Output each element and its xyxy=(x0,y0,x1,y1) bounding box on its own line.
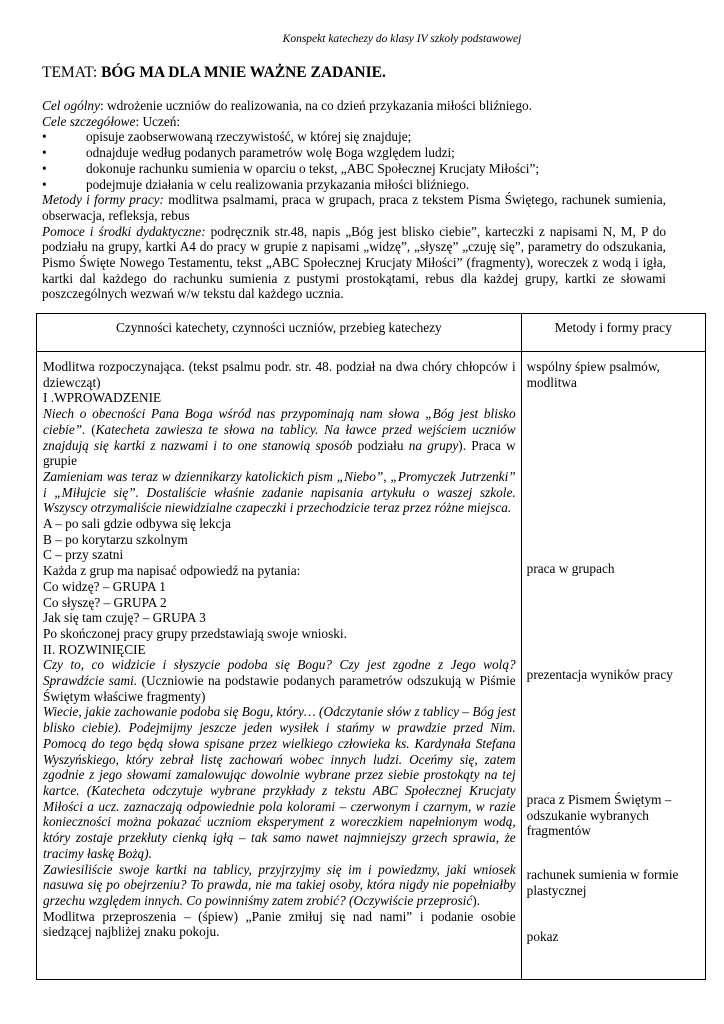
intro-text-italic: na grupy xyxy=(408,437,459,453)
place-a: A – po sali gdzie odbywa się lekcja xyxy=(43,516,231,532)
detailed-goals xyxy=(42,114,666,130)
goal-item: • podejmuje działania w celu realizowania przykazania miłości bliźniego. xyxy=(42,177,666,193)
scripture-paragraph xyxy=(43,657,516,704)
methods xyxy=(42,192,666,223)
general-goal-label: Cel ogólny xyxy=(42,98,100,113)
conclusion-close: ). xyxy=(472,892,481,908)
intro-text-italic: Niech o obecności Pana Boga wśród nas przypominają nam słowa „Bóg jest blisko ciebie”. xyxy=(43,406,516,437)
conclusion-text: Zawiesiliście swoje kartki na tablicy, przyjrzyjmy się im i powiedzmy, jaki wniosek nasuwa się po obejrzeniu? To prawda, nie ma takiej osoby, która nigdy nie popełniałby grzechu względem innych. Co powinniśmy zatem zrobić? (Oczywiście przeprosić xyxy=(43,861,516,908)
section-development: II. ROZWINIĘCIE xyxy=(43,641,146,657)
table-row xyxy=(37,352,706,980)
question-1: Co widzę? – GRUPA 1 xyxy=(43,578,166,594)
method-item: prezentacja wyników pracy xyxy=(526,667,673,682)
examination-paragraph xyxy=(43,704,516,861)
scripture-question: Czy to, co widzicie i słyszycie podoba się Bogu? Czy jest zgodne z Jego wolą? Sprawdźcie sami. xyxy=(43,657,516,689)
conclusion-paragraph xyxy=(43,862,516,909)
teaching-aids-label: Pomoce i środki dydaktyczne: xyxy=(42,223,206,239)
method-item: rachunek sumienia w formie plastycznej xyxy=(526,867,679,898)
intro-text: ( xyxy=(85,421,96,437)
method-item: pokaz xyxy=(526,929,559,944)
methods-cell xyxy=(521,352,705,980)
method-item: wspólny śpiew psalmów, modlitwa xyxy=(526,359,660,390)
opening-prayer: Modlitwa rozpoczynająca. (tekst psalmu podr. str. 48. podział na dwa chóry chłopców i dziewcząt) xyxy=(43,359,516,390)
journalist-paragraph xyxy=(43,469,516,516)
column-header-activities: Czynności katechety, czynności uczniów, przebieg katechezy xyxy=(37,314,522,352)
methods-text: modlitwa psalmami, praca w grupach, praca z tekstem Pisma Świętego, rachunek sumienia, obserwacja, refleksja, rebus xyxy=(42,192,666,223)
examination-text: Wiecie, jakie zachowanie podoba się Bogu, który… (Odczytanie słów z tablicy – Bóg jest blisko ciebie). Podejmijmy jeszcze jeden wysiłek i stańmy w prawdzie przed Nim. Pomocą do tego będą słowa spisane przez wielkiego człowieka ks. Kardynała Stefana Wyszyńskiego, który zebrał listę zachowań wobec innych ludzi. Oceńmy się, zatem zgodnie z jego słowami zamalowując dowolnie wybrane przez siebie prostokąty na tej kartce. (Katecheta odczytuje wybrane przykłady z tekstu ABC Społecznej Krucjaty Miłości a ucz. zaznaczają odpowiednie pola kolorami – czerwonym i czarnym, w razie konieczności można pokazać uczniom eksperyment z woreczkiem napełnionym wodą, który zostaje przekłuty cienką igłą – tak samo nawet najmniejszy grzech sprawia, że tracimy łaskę Bożą). xyxy=(43,704,516,861)
method-item: praca z Pismem Świętym – odszukanie wybranych fragmentów xyxy=(526,792,672,839)
intro-text: ). Praca w grupie xyxy=(43,437,516,469)
table-header-row xyxy=(37,314,706,352)
teaching-aids-text: podręcznik str.48, napis „Bóg jest blisko ciebie”, karteczki z napisami N, M, P do podziału na grupy, kartki A4 do pracy w grupie z napisami „widzę”, „słyszę” „czuję się”, parametry do odszukania, Pismo Święte Nowego Testamentu, tekst „ABC Społecznej Krucjaty Miłości” (fragmenty), woreczek z wodą i igła, kartki dal każdego do rachunku sumienia z pustymi prostokątami, rebus dla każdej grupy, kartki ze słowami poszczególnych wezwań w/w tekstu dal każdego ucznia. xyxy=(42,223,667,302)
detailed-goals-text: : Uczeń: xyxy=(135,113,181,129)
apology-prayer: Modlitwa przeproszenia – (śpiew) „Panie zmiłuj się nad nami” i podanie osobie siedzącej najbliżej znaku pokoju. xyxy=(43,908,516,940)
teaching-aids xyxy=(42,224,666,303)
group-task: Każda z grup ma napisać odpowiedź na pytania: xyxy=(43,563,301,579)
lesson-table xyxy=(36,313,706,980)
place-c: C – przy szatni xyxy=(43,547,124,563)
topic-label: TEMAT: xyxy=(42,64,102,81)
goal-item: • dokonuje rachunku sumienia w oparciu o tekst, „ABC Społecznej Krucjaty Miłości”; xyxy=(42,161,666,177)
column-header-methods: Metody i formy pracy xyxy=(521,314,705,352)
topic-title: BÓG MA DLA MNIE WAŻNE ZADANIE. xyxy=(101,64,386,81)
scripture-text: (Uczniowie na podstawie podanych parametrów odszukują w Piśmie Świętym właściwe fragmenty) xyxy=(43,673,516,704)
detailed-goals-list xyxy=(42,129,666,192)
intro-text: podziału xyxy=(352,437,409,453)
method-item: praca w grupach xyxy=(526,561,615,576)
page-header: Konspekt katechezy do klasy IV szkoły podstawowej xyxy=(282,33,522,45)
goal-item: • odnajduje według podanych parametrów wolę Boga względem ludzi; xyxy=(42,145,666,161)
question-3: Jak się tam czuję? – GRUPA 3 xyxy=(43,610,206,626)
detailed-goals-label: Cele szczegółowe xyxy=(42,113,136,129)
topic-heading xyxy=(42,64,386,82)
methods-label: Metody i formy pracy: xyxy=(42,192,164,208)
place-b: B – po korytarzu szkolnym xyxy=(43,531,188,547)
group-conclusions: Po skończonej pracy grupy przedstawiają swoje wnioski. xyxy=(43,625,347,641)
activities-cell xyxy=(37,352,522,980)
section-introduction: I .WPROWADZENIE xyxy=(43,390,162,406)
lesson-intro xyxy=(42,98,666,302)
intro-text-italic: Katecheta zawiesza te słowa na tablicy. Na ławce przed wejściem uczniów znajdują się kartki z nazwami i to one stanowią sposób xyxy=(43,421,516,453)
general-goal-text: : wdrożenie uczniów do realizowania, na co dzień przykazania miłości bliźniego. xyxy=(99,98,532,113)
goal-item: • opisuje zaobserwowaną rzeczywistość, w której się znajduje; xyxy=(42,129,666,145)
question-2: Co słyszę? – GRUPA 2 xyxy=(43,594,167,610)
general-goal xyxy=(42,98,666,114)
intro-paragraph xyxy=(43,406,516,469)
journalist-text: Zamieniam was teraz w dziennikarzy katolickich pism „Niebo”, „Promyczek Jutrzenki” i „Miłujcie się”. Dostaliście właśnie zadanie napisania artykułu o waszej szkole. Wszyscy otrzymaliście niewidzialne czapeczki i przechodzicie teraz przez różne miejsca. xyxy=(43,468,516,516)
